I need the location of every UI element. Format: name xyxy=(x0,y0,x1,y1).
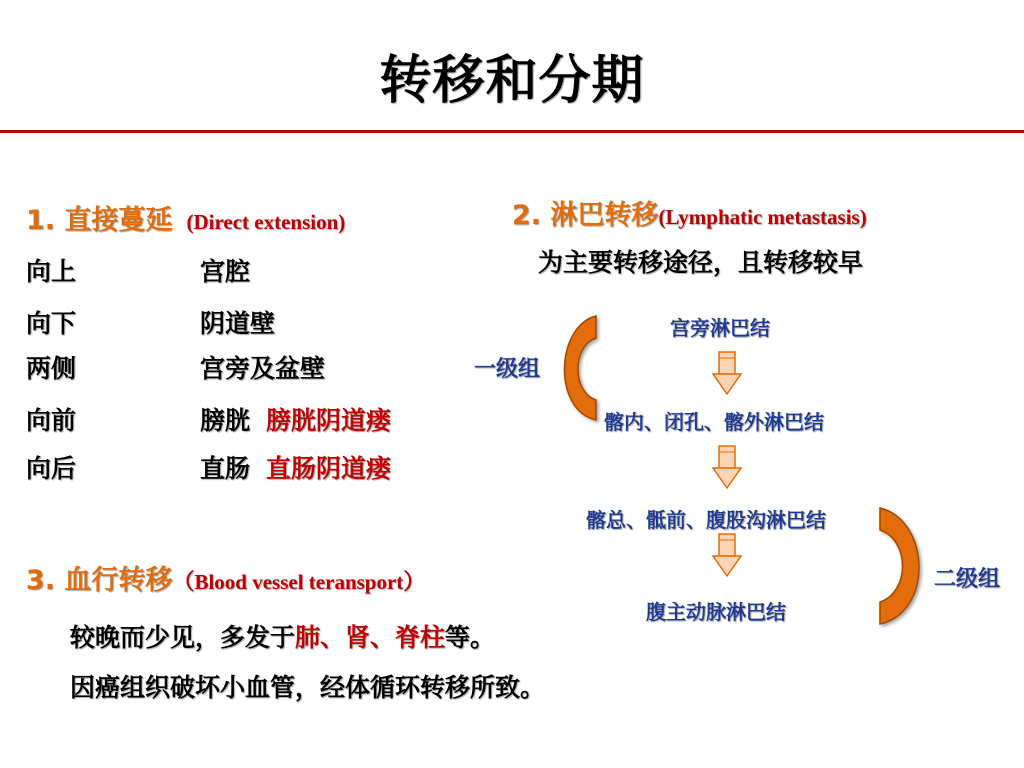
extension-fistula: 膀胱阴道瘘 xyxy=(266,406,392,435)
blood-paren-close: ） xyxy=(403,570,426,595)
down-arrow-icon xyxy=(713,534,741,576)
extension-target: 宫旁及盆壁 xyxy=(200,354,326,383)
page-title: 转移和分期 xyxy=(379,51,645,111)
lymphatic-subtitle: 为主要转移途径，且转移较早 xyxy=(538,248,864,277)
node-parametrial: 宫旁淋巴结 xyxy=(670,316,770,340)
second-group-label: 二级组 xyxy=(934,567,1001,592)
down-arrow-icon xyxy=(713,446,741,488)
extension-direction: 两侧 xyxy=(26,354,77,383)
blood-line-1-pre: 较晚而少见，多发于 xyxy=(70,623,296,652)
blood-organs: 肺、肾、脊柱 xyxy=(295,623,446,652)
extension-direction: 向上 xyxy=(26,257,77,286)
blood-line-1-post: 等。 xyxy=(445,623,496,652)
extension-target: 直肠 xyxy=(200,454,251,483)
lymphatic-title: 2. 淋巴转移 xyxy=(512,200,659,231)
direct-extension-title-en: (Direct extension) xyxy=(186,210,346,234)
blood-title-en: Blood vessel teransport xyxy=(194,570,404,594)
blood-paren-open: （ xyxy=(172,570,195,595)
extension-target: 阴道壁 xyxy=(200,309,276,338)
blood-title: 3. 血行转移 xyxy=(26,565,173,596)
extension-direction: 向前 xyxy=(26,406,77,435)
blood-line-2: 因癌组织破坏小血管，经体循环转移所致。 xyxy=(70,673,546,702)
extension-fistula: 直肠阴道瘘 xyxy=(266,454,392,483)
blood-line-1 xyxy=(70,618,495,654)
second-group-bracket xyxy=(880,508,919,624)
extension-direction: 向下 xyxy=(26,309,77,338)
extension-direction: 向后 xyxy=(26,454,77,483)
node-internal-iliac: 髂内、闭孔、髂外淋巴结 xyxy=(604,410,824,434)
direct-extension-title: 1. 直接蔓延 xyxy=(26,205,173,236)
down-arrow-icon xyxy=(713,352,741,394)
node-para-aortic: 腹主动脉淋巴结 xyxy=(646,600,786,624)
blood-heading xyxy=(26,558,425,597)
first-group-bracket xyxy=(564,316,596,420)
extension-target: 宫腔 xyxy=(200,257,251,286)
lymphatic-title-en: (Lymphatic metastasis) xyxy=(658,205,867,229)
extension-target: 膀胱 xyxy=(200,406,251,435)
first-group-label: 一级组 xyxy=(474,357,541,382)
node-common-iliac: 髂总、骶前、腹股沟淋巴结 xyxy=(586,508,826,532)
